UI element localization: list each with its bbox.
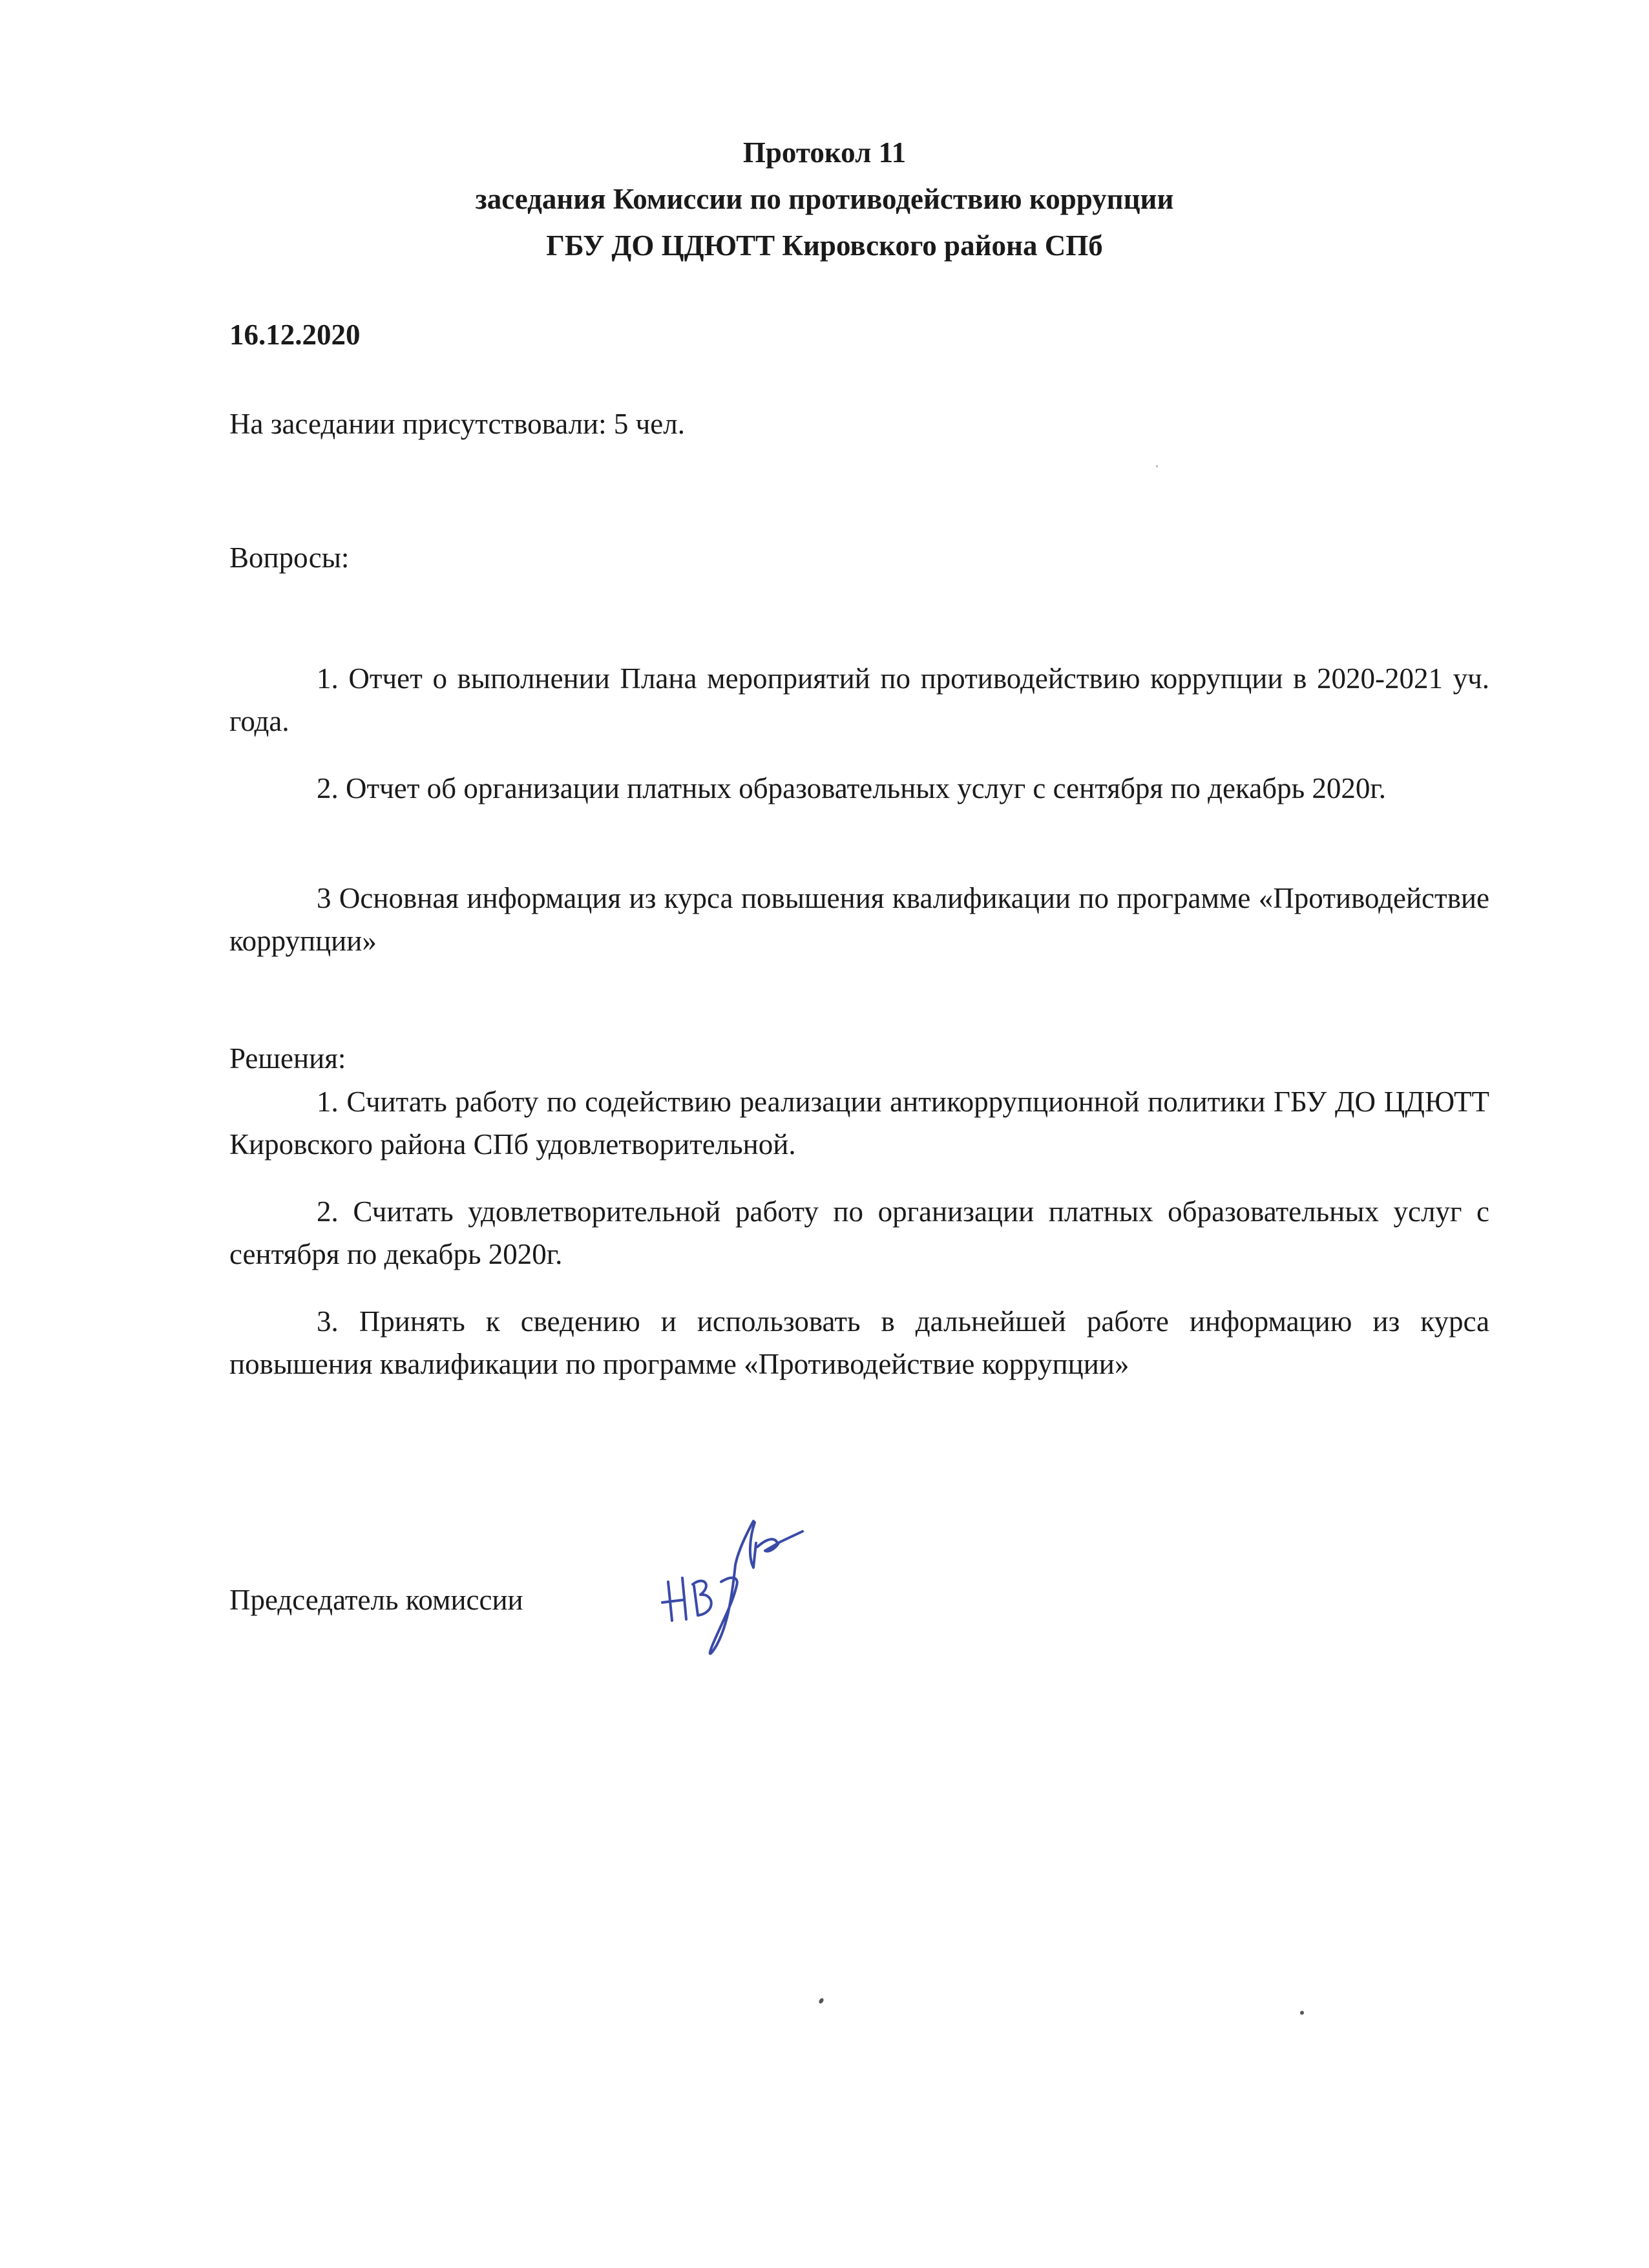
decision-item-3: 3. Принять к сведению и использовать в дальнейшей работе информацию из курса повышения квалификации по программе «Противодействие коррупции» xyxy=(229,1305,1489,1380)
handwritten-signature xyxy=(659,1506,827,1667)
scan-speck xyxy=(818,1997,824,2004)
attendance-line: На заседании присутствовали: 5 чел. xyxy=(229,408,685,440)
title-line-2: заседания Комиссии по противодействию коррупции xyxy=(475,183,1174,215)
scan-speck xyxy=(1156,465,1158,467)
decision-item-1: 1. Считать работу по содействию реализации антикоррупционной политики ГБУ ДО ЦДЮТТ Кировского района СПб удовлетворительной. xyxy=(229,1086,1489,1160)
question-item-1: 1. Отчет о выполнении Плана мероприятий по противодействию коррупции в 2020-2021 уч. года. xyxy=(229,662,1489,737)
title-line-1: Протокол 11 xyxy=(742,136,907,169)
question-item-2: 2. Отчет об организации платных образовательных услуг с сентября по декабрь 2020г. xyxy=(317,772,1386,804)
scan-speck xyxy=(1300,2011,1304,2015)
title-line-3: ГБУ ДО ЦДЮТТ Кировского района СПб xyxy=(546,229,1103,262)
question-item-3: 3 Основная информация из курса повышения квалификации по программе «Противодействие коррупции» xyxy=(229,882,1489,957)
protocol-date: 16.12.2020 xyxy=(229,319,361,351)
decisions-label: Решения: xyxy=(229,1042,346,1075)
decision-item-2: 2. Считать удовлетворительной работу по организации платных образовательных услуг с сентября по декабрь 2020г. xyxy=(229,1195,1489,1270)
chairman-label: Председатель комиссии xyxy=(229,1584,523,1616)
questions-label: Вопросы: xyxy=(229,541,350,574)
document-title xyxy=(0,129,1649,269)
